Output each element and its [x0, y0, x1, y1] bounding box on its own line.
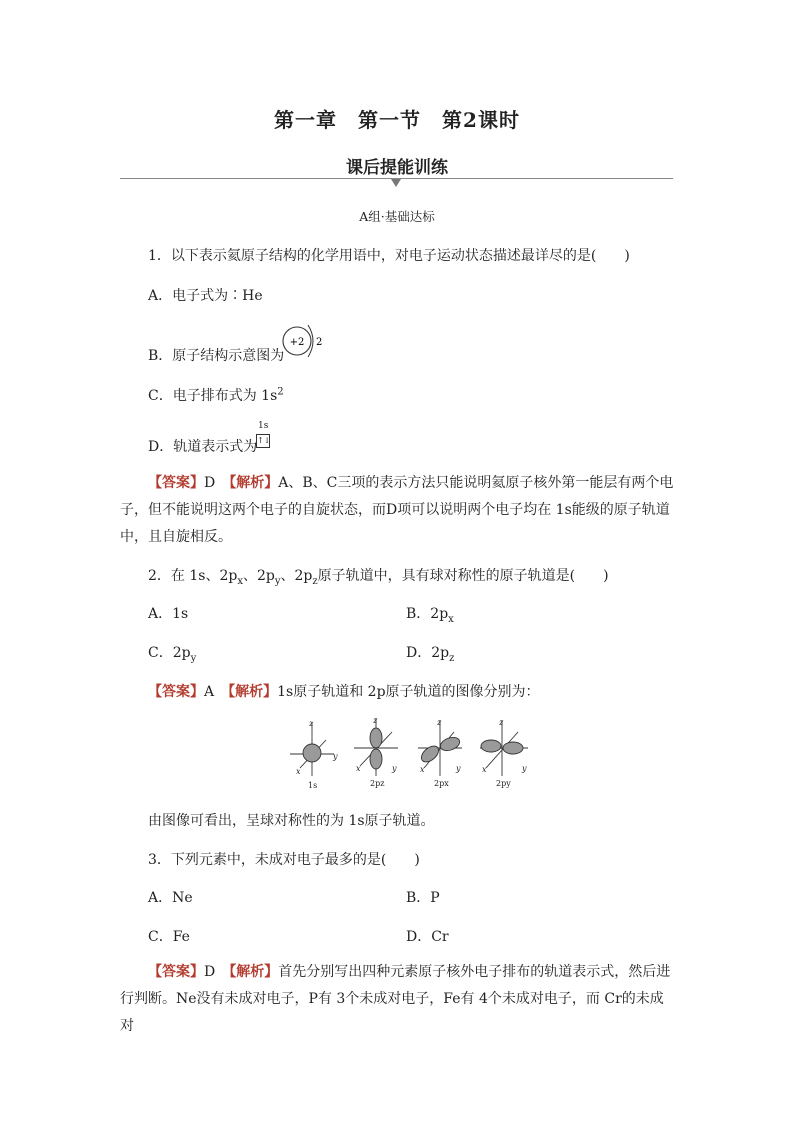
q3-option-b: B．P	[406, 890, 440, 906]
svg-text:z: z	[437, 718, 442, 727]
q3-option-c: C．Fe	[148, 929, 190, 945]
q2-option-a: A．1s	[148, 606, 189, 622]
nucleus-charge: +2	[289, 337, 305, 348]
q2-conclusion: 由图像可看出，呈球对称性的为 1s原子轨道。	[148, 813, 435, 829]
svg-text:y: y	[392, 764, 397, 773]
q1-stem: 1．以下表示氦原子结构的化学用语中，对电子运动状态描述最详尽的是( )	[148, 248, 630, 264]
q3-stem: 3．下列元素中，未成对电子最多的是( )	[148, 852, 420, 868]
q2-stem: 2．在 1s、$2p_x$、$2p_y$、$2p_z$原子轨道中，具有球对称性的原子轨道是( )	[148, 568, 609, 587]
svg-text:y: y	[333, 752, 338, 761]
divider-arrow-icon	[391, 179, 401, 187]
q2-answer-line: 【答案】A 【解析】1s原子轨道和 2p原子轨道的图像分别为：	[148, 684, 540, 700]
svg-text:x: x	[420, 765, 425, 774]
answer-value: D	[204, 475, 216, 491]
orbital-label: 1s	[258, 421, 269, 431]
analysis-tag: 【解析】	[229, 475, 279, 491]
svg-text:x: x	[482, 765, 487, 774]
svg-text:2py: 2py	[496, 779, 511, 788]
orbital-1s	[290, 719, 338, 790]
group-label: A组·基础达标	[359, 209, 435, 224]
orbital-2pz	[354, 716, 398, 788]
q1-option-b: B．原子结构示意图为	[148, 348, 285, 364]
svg-text:y: y	[456, 764, 461, 773]
page-title: 第一章 第一节 第2课时	[274, 108, 520, 132]
svg-text:y: y	[522, 764, 527, 773]
svg-text:z: z	[499, 718, 504, 727]
q1-option-c: C．电子排布式为 $1s^2$	[148, 386, 284, 404]
orbital-box: ↑↓	[256, 434, 270, 448]
orbital-shapes-figure	[284, 714, 534, 794]
shell-count: 2	[316, 337, 323, 348]
svg-text:z: z	[373, 716, 378, 725]
orbital-2py	[480, 718, 528, 788]
svg-text:1s: 1s	[308, 781, 318, 790]
svg-text:x: x	[296, 767, 301, 776]
orbital-2px	[418, 718, 462, 788]
q3-option-d: D．Cr	[406, 929, 449, 945]
q1-option-a: A．电子式为∶He	[148, 288, 263, 304]
q2-option-d: D．$2p_z$	[406, 645, 455, 664]
q1-answer-block: 【答案】D 【解析】A、B、C三项的表示方法只能说明氦原子核外第一能层有两个电 子，但不能说明这两个电子的自旋状态，而D项可以说明两个电子均在 1s能级的原子轨道 中，且自旋相反。	[120, 475, 674, 545]
svg-text:2pz: 2pz	[370, 779, 385, 788]
svg-text:x: x	[356, 764, 361, 773]
q2-option-b: B．$2p_x$	[406, 606, 454, 625]
atom-structure-diagram	[280, 321, 328, 363]
q1-option-d: D．轨道表示式为	[148, 439, 258, 455]
svg-text:z: z	[309, 719, 314, 728]
section-subtitle: 课后提能训练	[346, 158, 448, 178]
q3-answer-block: 【答案】D 【解析】首先分别写出四种元素原子核外电子排布的轨道表示式，然后进 行判断。Ne没有未成对电子，P有 3个未成对电子，Fe有 4个未成对电子，而 Cr的未成对	[120, 964, 671, 1034]
answer-tag: 【答案】	[148, 475, 204, 491]
svg-text:2px: 2px	[434, 779, 449, 788]
q3-option-a: A．Ne	[148, 890, 193, 906]
q2-option-c: C．$2p_y$	[148, 645, 197, 664]
